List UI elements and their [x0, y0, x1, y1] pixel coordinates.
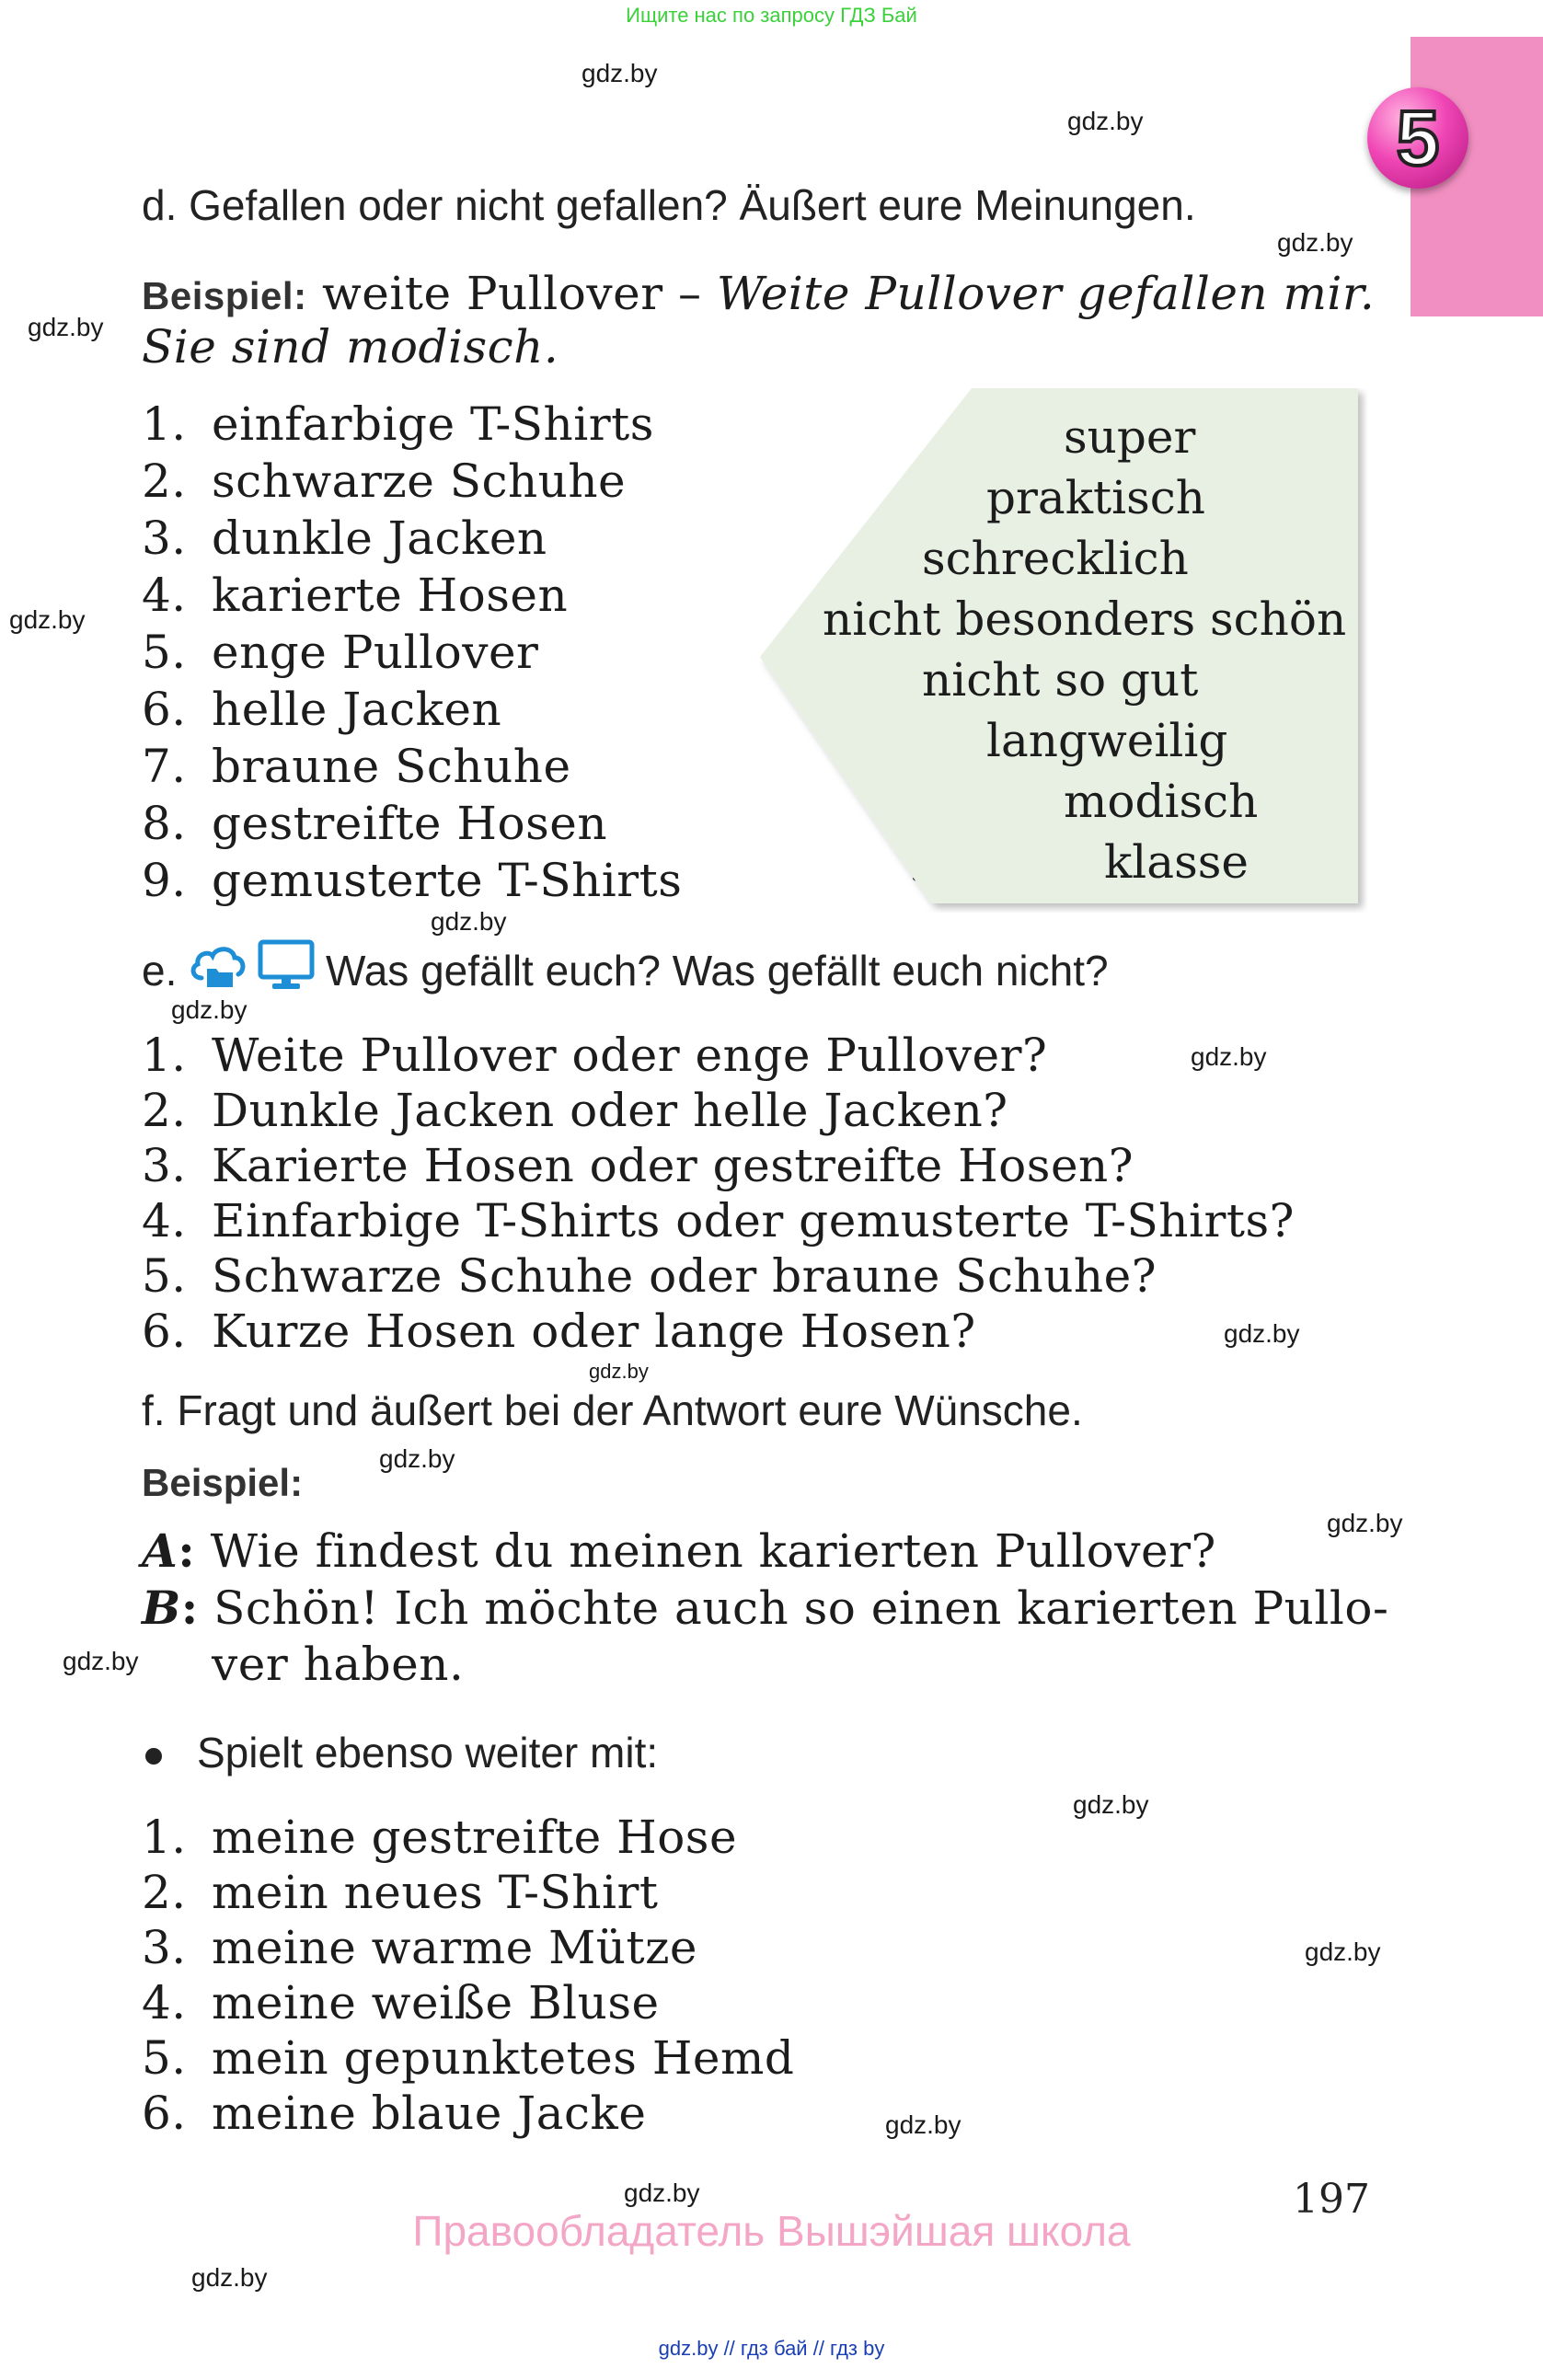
task-e-letter: e. — [142, 947, 178, 995]
word-option: schrecklich — [922, 532, 1189, 585]
list-item: 9. gemusterte T-Shirts — [142, 854, 683, 907]
watermark: gdz.by — [885, 2110, 961, 2139]
example-label: Beispiel: — [142, 1461, 304, 1504]
task-d-heading: d. Gefallen oder nicht gefallen? Äußert eure Meinungen. — [142, 181, 1196, 229]
chapter-number: 5 — [1396, 95, 1440, 181]
monitor-icon — [258, 939, 315, 991]
word-box — [760, 388, 1367, 913]
watermark: gdz.by — [1305, 1937, 1381, 1966]
list-item: 3. meine warme Mütze — [142, 1921, 698, 1974]
watermark: gdz.by — [431, 907, 507, 936]
list-item: 3. Karierte Hosen oder gestreifte Hosen? — [142, 1139, 1134, 1192]
list-item: 4. Einfarbige T-Shirts oder gemusterte T-Shirts? — [142, 1194, 1295, 1247]
word-option: klasse — [1104, 835, 1249, 889]
list-item: 1. Weite Pullover oder enge Pullover? — [142, 1029, 1048, 1082]
watermark: gdz.by — [171, 995, 248, 1024]
watermark: gdz.by — [582, 59, 658, 87]
example-phrase: weite Pullover – — [321, 267, 702, 320]
top-banner: Ищите нас по запросу ГДЗ Бай — [626, 4, 917, 27]
list-item: 2. schwarze Schuhe — [142, 454, 627, 508]
dialog-text: Wie findest du meinen karierten Pullover? — [210, 1524, 1216, 1578]
chapter-badge — [1367, 87, 1468, 189]
watermark: gdz.by — [63, 1647, 139, 1675]
dialog-line-a: A: Wie findest du meinen karierten Pullover? — [142, 1523, 1216, 1578]
watermark: gdz.by — [1067, 107, 1144, 135]
watermark: gdz.by — [1073, 1790, 1149, 1819]
word-option: nicht besonders schön — [823, 592, 1347, 646]
watermark: gdz.by — [9, 605, 86, 634]
list-item: 7. braune Schuhe — [142, 740, 571, 793]
list-item: 1. meine gestreifte Hose — [142, 1811, 738, 1864]
watermark: gdz.by — [1277, 228, 1353, 257]
list-item: 2. mein neues T-Shirt — [142, 1866, 659, 1919]
word-option: modisch — [1064, 775, 1259, 828]
watermark: gdz.by — [1327, 1509, 1403, 1537]
list-item: 4. karierte Hosen — [142, 569, 569, 622]
list-item: 8. gestreifte Hosen — [142, 797, 608, 850]
task-d-example — [142, 267, 1375, 320]
speaker-label: B — [142, 1581, 181, 1635]
word-option: langweilig — [986, 714, 1228, 767]
watermark: gdz.by — [191, 2263, 268, 2292]
list-item: 2. Dunkle Jacken oder helle Jacken? — [142, 1084, 1008, 1137]
word-option: super — [1064, 410, 1196, 464]
footer-links[interactable]: gdz.by // гдз бай // гдз by — [658, 2337, 885, 2360]
word-box-shape — [760, 388, 1367, 913]
list-item: 6. helle Jacken — [142, 683, 502, 736]
copyright-notice: Правообладатель Вышэйшая школа — [412, 2207, 1131, 2255]
dialog-line-b-cont: ver haben. — [212, 1638, 465, 1691]
example-label: Beispiel: — [142, 274, 307, 317]
task-e-heading: Was gefällt euch? Was gefällt euch nicht? — [326, 947, 1109, 995]
dialog-line-b: B: Schön! Ich möchte auch so einen karierten Pullo- — [142, 1581, 1389, 1635]
cloud-folder-icon — [189, 941, 248, 989]
list-item: 4. meine weiße Bluse — [142, 1976, 660, 2029]
watermark: gdz.by — [589, 1360, 649, 1383]
watermark: gdz.by — [28, 313, 104, 341]
list-item: 6. meine blaue Jacke — [142, 2087, 647, 2140]
bullet-text: Spielt ebenso weiter mit: — [197, 1729, 659, 1776]
dialog-text: Schön! Ich möchte auch so einen karierten Pullo- — [213, 1581, 1389, 1635]
list-item: 3. dunkle Jacken — [142, 512, 547, 565]
word-option: nicht so gut — [922, 653, 1199, 707]
speaker-label: A — [142, 1523, 178, 1578]
list-item: 5. Schwarze Schuhe oder braune Schuhe? — [142, 1249, 1157, 1303]
list-item: 5. enge Pullover — [142, 626, 539, 679]
word-option: praktisch — [986, 471, 1205, 524]
watermark: gdz.by — [1191, 1042, 1267, 1071]
bullet-dot — [145, 1748, 162, 1765]
page-number: 197 — [1293, 2176, 1370, 2223]
watermark: gdz.by — [379, 1444, 455, 1473]
example-answer-cont: Sie sind modisch. — [142, 320, 559, 374]
list-item: 1. einfarbige T-Shirts — [142, 397, 654, 451]
watermark: gdz.by — [1224, 1319, 1300, 1348]
list-item: 6. Kurze Hosen oder lange Hosen? — [142, 1305, 976, 1358]
list-item: 5. mein gepunktetes Hemd — [142, 2031, 795, 2085]
watermark: gdz.by — [624, 2179, 700, 2207]
task-f-heading: f. Fragt und äußert bei der Antwort eure Wünsche. — [142, 1386, 1083, 1434]
example-answer: Weite Pullover gefallen mir. — [716, 267, 1376, 320]
